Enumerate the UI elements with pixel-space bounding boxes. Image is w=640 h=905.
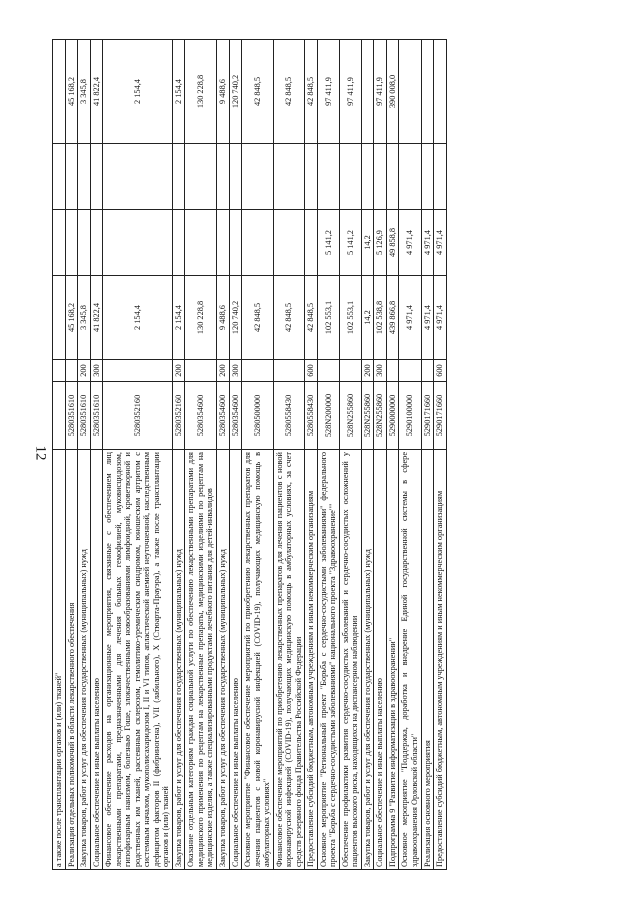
- target-code-cell: 5280354600: [185, 382, 217, 450]
- target-code-cell: 5290000000: [386, 382, 399, 450]
- empty-amount-cell: [273, 144, 305, 210]
- federal-amount-cell: 42 848,5: [305, 40, 318, 144]
- federal-amount-cell: [361, 40, 374, 144]
- row-name-cell: Социальное обеспечение и иные выплаты населению: [374, 450, 387, 870]
- federal-amount-cell: [53, 40, 66, 144]
- empty-amount-cell: [421, 144, 434, 210]
- total-amount-cell: 102 538,8: [374, 276, 387, 360]
- target-code-cell: 5280352160: [103, 382, 173, 450]
- empty-amount-cell: [317, 144, 339, 210]
- target-code-cell: 5290100000: [399, 382, 421, 450]
- row-name-cell: Закупка товаров, работ и услуг для обеспечения государственных (муниципальных) нужд: [361, 450, 374, 870]
- regional-amount-cell: 4 971,4: [434, 210, 447, 276]
- row-name-cell: Закупка товаров, работ и услуг для обеспечения государственных (муниципальных) нужд: [216, 450, 229, 870]
- table-row: [216, 40, 229, 870]
- expense-type-cell: [65, 360, 78, 382]
- regional-amount-cell: [53, 210, 66, 276]
- table-row: [242, 40, 274, 870]
- regional-amount-cell: [242, 210, 274, 276]
- expense-type-cell: [317, 360, 339, 382]
- regional-amount-cell: [185, 210, 217, 276]
- federal-amount-cell: 2 154,4: [103, 40, 173, 144]
- row-name-cell: Обеспечение профилактики развития сердечно-сосудистых заболеваний и сердечно-сосудистых осложнений у пациентов высокого риска, находящихся на диспансерном наблюдении: [339, 450, 361, 870]
- federal-amount-cell: [421, 40, 434, 144]
- regional-amount-cell: 4 971,4: [421, 210, 434, 276]
- regional-amount-cell: [305, 210, 318, 276]
- target-code-cell: 5290171660: [421, 382, 434, 450]
- total-amount-cell: 439 866,8: [386, 276, 399, 360]
- regional-amount-cell: 5 141,2: [339, 210, 361, 276]
- expense-type-cell: [273, 360, 305, 382]
- total-amount-cell: 14,2: [361, 276, 374, 360]
- total-amount-cell: 41 822,4: [90, 276, 103, 360]
- target-code-cell: 528N255860: [339, 382, 361, 450]
- empty-amount-cell: [65, 144, 78, 210]
- table-row: [399, 40, 421, 870]
- expense-type-cell: 200: [172, 360, 185, 382]
- target-code-cell: 5280351610: [78, 382, 91, 450]
- row-name-cell: Закупка товаров, работ и услуг для обеспечения государственных (муниципальных) нужд: [78, 450, 91, 870]
- table-row: [421, 40, 434, 870]
- row-name-cell: Основное мероприятие "Региональный проект "Борьба с сердечно-сосудистыми заболеваниями" федерального проекта "Борьба с сердечно-сосудистыми заболеваниями" национального проекта "Здравоохранение"": [317, 450, 339, 870]
- regional-amount-cell: [273, 210, 305, 276]
- federal-amount-cell: 41 822,4: [90, 40, 103, 144]
- expense-type-cell: 200: [78, 360, 91, 382]
- target-code-cell: 5280500000: [242, 382, 274, 450]
- budget-table-body: [53, 40, 447, 870]
- empty-amount-cell: [386, 144, 399, 210]
- empty-amount-cell: [90, 144, 103, 210]
- federal-amount-cell: [434, 40, 447, 144]
- row-name-cell: а также после трансплантации органов и (или) тканей": [53, 450, 66, 870]
- target-code-cell: 5280558430: [305, 382, 318, 450]
- total-amount-cell: 120 740,2: [229, 276, 242, 360]
- federal-amount-cell: 3 345,8: [78, 40, 91, 144]
- expense-type-cell: [53, 360, 66, 382]
- rotated-table-wrapper: [52, 40, 447, 870]
- table-row: [53, 40, 66, 870]
- expense-type-cell: 300: [90, 360, 103, 382]
- row-name-cell: Социальное обеспечение и иные выплаты населению: [229, 450, 242, 870]
- expense-type-cell: 200: [361, 360, 374, 382]
- table-row: [434, 40, 447, 870]
- total-amount-cell: 4 971,4: [399, 276, 421, 360]
- row-name-cell: Реализация основного мероприятия: [421, 450, 434, 870]
- row-name-cell: Подпрограмма 9 "Развитие информатизации в здравоохранении": [386, 450, 399, 870]
- empty-amount-cell: [229, 144, 242, 210]
- table-row: [65, 40, 78, 870]
- expense-type-cell: [242, 360, 274, 382]
- total-amount-cell: 2 154,4: [103, 276, 173, 360]
- target-code-cell: 528N255860: [361, 382, 374, 450]
- federal-amount-cell: 45 168,2: [65, 40, 78, 144]
- empty-amount-cell: [305, 144, 318, 210]
- federal-amount-cell: 2 154,4: [172, 40, 185, 144]
- row-name-cell: Основное мероприятие "Поддержка, доработка и внедрение Единой государственной системы в сфере здравоохранения Орловской области": [399, 450, 421, 870]
- federal-amount-cell: 390 008,0: [386, 40, 399, 144]
- regional-amount-cell: 4 971,4: [399, 210, 421, 276]
- expense-type-cell: [399, 360, 421, 382]
- federal-amount-cell: 97 411,9: [317, 40, 339, 144]
- empty-amount-cell: [339, 144, 361, 210]
- total-amount-cell: 9 488,6: [216, 276, 229, 360]
- regional-amount-cell: [90, 210, 103, 276]
- total-amount-cell: 4 971,4: [421, 276, 434, 360]
- expense-type-cell: [339, 360, 361, 382]
- table-row: [229, 40, 242, 870]
- table-row: [339, 40, 361, 870]
- page-number: 12: [32, 445, 49, 461]
- target-code-cell: 528N200000: [317, 382, 339, 450]
- total-amount-cell: 45 168,2: [65, 276, 78, 360]
- federal-amount-cell: 42 848,5: [273, 40, 305, 144]
- row-name-cell: Закупка товаров, работ и услуг для обеспечения государственных (муниципальных) нужд: [172, 450, 185, 870]
- row-name-cell: Основное мероприятие "Финансовое обеспечение мероприятий по приобретению лекарственных препаратов для лечения пациентов с новой коронавирусной инфекцией (COVID-19), получающих медицинскую помощь в амбулаторных условиях": [242, 450, 274, 870]
- regional-amount-cell: 49 858,8: [386, 210, 399, 276]
- regional-amount-cell: [216, 210, 229, 276]
- table-row: [361, 40, 374, 870]
- empty-amount-cell: [172, 144, 185, 210]
- federal-amount-cell: 9 488,6: [216, 40, 229, 144]
- table-row: [78, 40, 91, 870]
- target-code-cell: 5280354600: [216, 382, 229, 450]
- expense-type-cell: 300: [229, 360, 242, 382]
- row-name-cell: Финансовое обеспечение мероприятий по приобретению лекарственных препаратов для лечения пациентов с новой коронавирусной инфекцией (COVID-19), получающих медицинскую помощь в амбулаторных условиях, за счет средств резервного фонда Правительства Российской Федерации: [273, 450, 305, 870]
- expense-type-cell: [421, 360, 434, 382]
- table-row: [317, 40, 339, 870]
- regional-amount-cell: 5 141,2: [317, 210, 339, 276]
- row-name-cell: Социальное обеспечение и иные выплаты населению: [90, 450, 103, 870]
- expense-type-cell: 600: [434, 360, 447, 382]
- target-code-cell: 5280352160: [172, 382, 185, 450]
- expense-type-cell: [103, 360, 173, 382]
- empty-amount-cell: [53, 144, 66, 210]
- row-name-cell: Реализация отдельных полномочий в области лекарственного обеспечения: [65, 450, 78, 870]
- federal-amount-cell: 120 740,2: [229, 40, 242, 144]
- regional-amount-cell: [78, 210, 91, 276]
- regional-amount-cell: [229, 210, 242, 276]
- total-amount-cell: 3 345,8: [78, 276, 91, 360]
- empty-amount-cell: [399, 144, 421, 210]
- empty-amount-cell: [78, 144, 91, 210]
- table-row: [172, 40, 185, 870]
- target-code-cell: 5290171660: [434, 382, 447, 450]
- empty-amount-cell: [185, 144, 217, 210]
- empty-amount-cell: [103, 144, 173, 210]
- table-row: [90, 40, 103, 870]
- empty-amount-cell: [242, 144, 274, 210]
- regional-amount-cell: 14,2: [361, 210, 374, 276]
- expense-type-cell: 200: [216, 360, 229, 382]
- total-amount-cell: [53, 276, 66, 360]
- target-code-cell: 5280558430: [273, 382, 305, 450]
- table-row: [386, 40, 399, 870]
- federal-amount-cell: 42 848,5: [242, 40, 274, 144]
- table-row: [374, 40, 387, 870]
- total-amount-cell: 42 848,5: [242, 276, 274, 360]
- empty-amount-cell: [374, 144, 387, 210]
- table-row: [103, 40, 173, 870]
- total-amount-cell: 2 154,4: [172, 276, 185, 360]
- total-amount-cell: 130 228,8: [185, 276, 217, 360]
- total-amount-cell: 102 553,1: [317, 276, 339, 360]
- total-amount-cell: 42 848,5: [305, 276, 318, 360]
- federal-amount-cell: 97 411,9: [339, 40, 361, 144]
- empty-amount-cell: [434, 144, 447, 210]
- target-code-cell: 5280351610: [65, 382, 78, 450]
- empty-amount-cell: [361, 144, 374, 210]
- row-name-cell: Финансовое обеспечение расходов на организационные мероприятия, связанные с обеспечением лиц лекарственными препаратами, предназначенными для лечения больных гемофилией, муковисцидозом, гипофизарным нанизмом, болезнью Гоше, злокачественными новообразованиями лимфоидной, кроветворной и родственных им тканей, рассеянным склерозом, гемолитико-уремическим синдромом, юношеским артритом с системным началом, мукополисахаридозом I, II и VI типов, апластической анемией неуточненной, наследственным дефицитом факторов II (фибриногена), VII (лабильного), X (Стюарта-Прауэра), а также после трансплантации органов и (или) тканей: [103, 450, 173, 870]
- regional-amount-cell: [172, 210, 185, 276]
- federal-amount-cell: 130 228,8: [185, 40, 217, 144]
- table-row: [185, 40, 217, 870]
- row-name-cell: Предоставление субсидий бюджетным, автономным учреждениям и иным некоммерческим организациям: [434, 450, 447, 870]
- total-amount-cell: 42 848,5: [273, 276, 305, 360]
- table-row: [273, 40, 305, 870]
- regional-amount-cell: [103, 210, 173, 276]
- target-code-cell: 5280354600: [229, 382, 242, 450]
- regional-amount-cell: [65, 210, 78, 276]
- federal-amount-cell: 97 411,9: [374, 40, 387, 144]
- expense-type-cell: [185, 360, 217, 382]
- expense-type-cell: 300: [374, 360, 387, 382]
- target-code-cell: 528N255860: [374, 382, 387, 450]
- regional-amount-cell: 5 126,9: [374, 210, 387, 276]
- total-amount-cell: 4 971,4: [434, 276, 447, 360]
- target-code-cell: 5280351610: [90, 382, 103, 450]
- budget-table: [52, 39, 447, 870]
- target-code-cell: [53, 382, 66, 450]
- row-name-cell: Предоставление субсидий бюджетным, автономным учреждениям и иным некоммерческим организациям: [305, 450, 318, 870]
- row-name-cell: Оказание отдельным категориям граждан социальной услуги по обеспечению лекарственными препаратами для медицинского применения по рецептам на лекарственные препараты, медицинскими изделиями по рецептам на медицинские изделия, а также специализированными продуктами лечебного питания для детей-инвалидов: [185, 450, 217, 870]
- empty-amount-cell: [216, 144, 229, 210]
- expense-type-cell: [386, 360, 399, 382]
- federal-amount-cell: [399, 40, 421, 144]
- table-row: [305, 40, 318, 870]
- expense-type-cell: 600: [305, 360, 318, 382]
- total-amount-cell: 102 553,1: [339, 276, 361, 360]
